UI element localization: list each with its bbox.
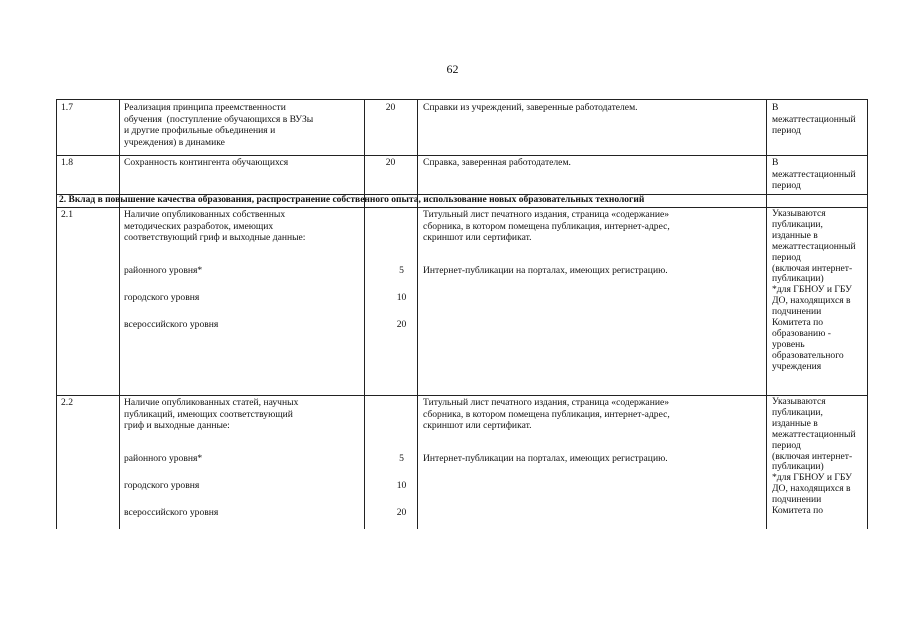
column-divider [766, 99, 767, 529]
criterion-text: Реализация принципа преемственности обучения (поступление обучающихся в ВУЗы и другие профильные объединения и учреждения) в динамике [124, 102, 314, 148]
evidence-text: Интернет-публикации на порталах, имеющих регистрацию. [423, 453, 668, 464]
page-number: 62 [446, 62, 459, 76]
level-points: 10 [396, 292, 407, 303]
row-divider [56, 207, 868, 208]
row-number: 1.8 [61, 157, 73, 168]
level-points: 5 [399, 265, 404, 276]
column-divider [119, 99, 120, 529]
section-heading: 2. Вклад в повышение качества образования, распространение собственного опыта, использование новых образовательных технологий [59, 195, 645, 205]
note-text: Указываются публикации, изданные в межаттестационный период (включая интернет- публикации) *для ГБНОУ и ГБУ ДО, находящихся в подчинении Комитета по образованию - уровень образовательного учреждения [772, 208, 856, 372]
note-text: Указываются публикации, изданные в межаттестационный период (включая интернет- публикации) *для ГБНОУ и ГБУ ДО, находящихся в подчинении Комитета по [772, 396, 856, 517]
evidence-text: Титульный лист печатного издания, страница «содержание» сборника, в котором помещена публикация, интернет-адрес, скриншот или сертификат. [423, 397, 670, 432]
points-value: 20 [385, 157, 396, 168]
evidence-text: Интернет-публикации на порталах, имеющих регистрацию. [423, 265, 668, 276]
period-text: В межаттестационный период [772, 102, 856, 137]
points-value: 20 [385, 102, 396, 113]
row-number: 2.2 [61, 397, 73, 408]
level-label: городского уровня [124, 292, 200, 303]
level-label: районного уровня* [124, 453, 203, 464]
row-number: 2.1 [61, 209, 73, 220]
level-label: городского уровня [124, 480, 200, 491]
level-points: 20 [396, 319, 407, 330]
evidence-text: Справки из учреждений, заверенные работодателем. [423, 102, 638, 113]
row-divider [56, 99, 868, 100]
criterion-text: Наличие опубликованных собственных методических разработок, имеющих соответствующий гриф и выходные данные: [124, 209, 306, 244]
level-points: 20 [396, 507, 407, 518]
level-points: 5 [399, 453, 404, 464]
level-points: 10 [396, 480, 407, 491]
evidence-text: Справка, заверенная работодателем. [423, 157, 571, 168]
period-text: В межаттестационный период [772, 157, 856, 192]
criterion-text: Наличие опубликованных статей, научных публикаций, имеющих соответствующий гриф и выходные данные: [124, 397, 299, 432]
table-border-right [867, 99, 868, 529]
evidence-text: Титульный лист печатного издания, страница «содержание» сборника, в котором помещена публикация, интернет-адрес, скриншот или сертификат. [423, 209, 670, 244]
row-number: 1.7 [61, 102, 73, 113]
criterion-text: Сохранность контингента обучающихся [124, 157, 289, 168]
row-divider [56, 155, 868, 156]
level-label: всероссийского уровня [124, 507, 219, 518]
row-divider [56, 395, 868, 396]
table-border-left [56, 99, 57, 529]
criteria-table [56, 99, 868, 529]
level-label: районного уровня* [124, 265, 203, 276]
level-label: всероссийского уровня [124, 319, 219, 330]
